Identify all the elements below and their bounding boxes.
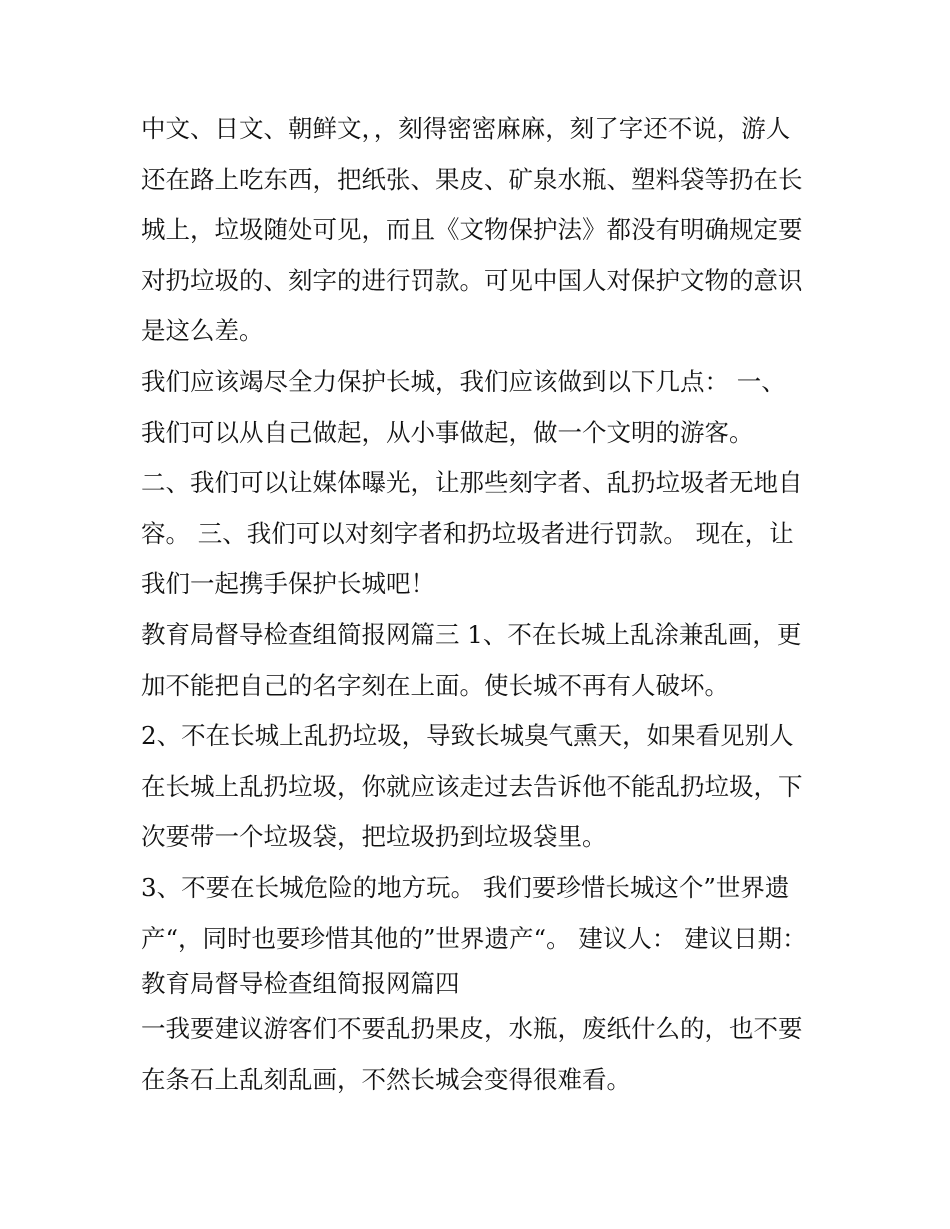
text-line: 教育局督导检查组简报网篇三 1、不在长城上乱涂兼乱画，更 xyxy=(141,619,802,649)
text-line: 容。 三、我们可以对刻字者和扔垃圾者进行罚款。 现在，让 xyxy=(141,518,794,548)
text-line: 中文、日文、朝鲜文，，刻得密密麻麻，刻了字还不说，游人 xyxy=(141,114,791,143)
document-body xyxy=(141,104,821,1105)
text-line: 城上，垃圾随处可见，而且《文物保护法》都没有明确规定要 xyxy=(141,215,803,245)
text-line: 我们应该竭尽全力保护长城，我们应该做到以下几点： 一、 xyxy=(141,366,786,396)
text-line: 还在路上吃东西，把纸张、果皮、矿泉水瓶、塑料袋等扔在长 xyxy=(141,164,803,194)
text-line: 产“，同时也要珍惜其他的”世界遗产“。 建议人： 建议日期： xyxy=(141,923,807,953)
section-heading: 教育局督导检查组简报网篇四 xyxy=(141,969,460,999)
text-line: 加不能把自己的名字刻在上面。使长城不再有人破坏。 xyxy=(141,670,729,700)
text-line: 在条石上乱刻乱画，不然长城会变得很难看。 xyxy=(141,1064,631,1094)
text-line: 次要带一个垃圾袋，把垃圾扔到垃圾袋里。 xyxy=(141,822,607,852)
text-line: 一我要建议游客们不要乱扔果皮，水瓶，废纸什么的，也不要 xyxy=(141,1014,803,1044)
text-line: 2、不在长城上乱扔垃圾，导致长城臭气熏天，如果看见别人 xyxy=(141,721,794,751)
text-line: 对扔垃圾的、刻字的进行罚款。可见中国人对保护文物的意识 xyxy=(141,265,803,295)
text-line: 二、我们可以让媒体曝光，让那些刻字者、乱扔垃圾者无地自 xyxy=(141,468,803,498)
text-line: 是这么差。 xyxy=(141,316,264,346)
text-line: 我们可以从自己做起，从小事做起，做一个文明的游客。 xyxy=(141,417,754,447)
text-line: 3、不要在长城危险的地方玩。 我们要珍惜长城这个”世界遗 xyxy=(141,872,790,902)
text-line: 在长城上乱扔垃圾，你就应该走过去告诉他不能乱扔垃圾，下 xyxy=(141,771,803,801)
text-line: 我们一起携手保护长城吧！ xyxy=(141,569,435,599)
